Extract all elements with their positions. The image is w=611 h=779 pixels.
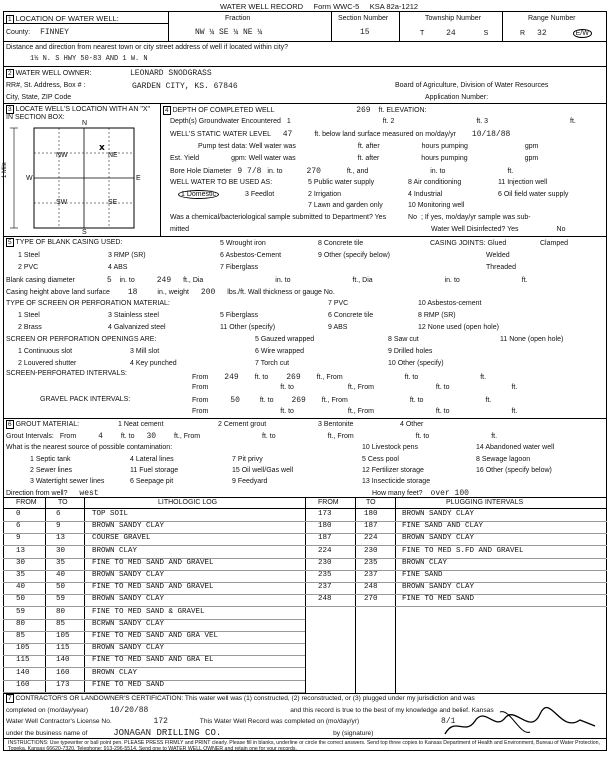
signature-mark [440, 706, 600, 742]
bore-value[interactable]: 9 7/8 [237, 167, 262, 176]
log-left-row-8-from: 59 [16, 607, 26, 616]
log-left-row-2-to: 13 [56, 534, 66, 543]
log-right-row-2-to: 224 [364, 534, 378, 543]
plugging-header: PLUGGING INTERVALS [446, 499, 524, 506]
perforated-label: SCREEN-PERFORATED INTERVALS: [6, 370, 127, 377]
south-label: S [82, 229, 87, 236]
log-right-row-4-from: 230 [318, 558, 332, 567]
use-label: WELL WATER TO BE USED AS: [170, 179, 273, 186]
ne-label: NE [108, 152, 118, 159]
owner-label: WATER WELL OWNER: [15, 70, 92, 77]
county-value[interactable]: FINNEY [40, 28, 69, 37]
log-right-row-divider [305, 606, 607, 607]
gravel-from-value[interactable]: 50 [230, 396, 240, 405]
log-from-header: FROM [16, 499, 37, 506]
casing-height-value[interactable]: 18 [127, 288, 138, 297]
log-left-row-12-desc: FINE TO MED SAND AND GRA EL [92, 656, 214, 665]
nw-label: NW [56, 152, 68, 159]
log-left-row-1-from: 6 [16, 522, 21, 531]
static-level-value[interactable]: 47 [282, 130, 293, 139]
log-left-row-0-from: 0 [16, 510, 21, 518]
completed-label: completed on (mo/day/year) [6, 707, 89, 714]
log-left-row-8-to: 80 [56, 607, 66, 616]
owner-value[interactable]: LEONARD SNODGRASS [130, 69, 212, 78]
ksa-number: KSA 82a-1212 [369, 2, 419, 11]
log-left-row-5-from: 35 [16, 571, 26, 579]
log-right-row-2-desc: BROWN SANDY CLAY [402, 534, 475, 543]
log-right-row-5-desc: FINE SAND [402, 571, 443, 579]
static-level-label: WELL'S STATIC WATER LEVEL [170, 131, 271, 138]
fraction-label: Fraction [225, 15, 251, 22]
north-label: N [82, 120, 88, 127]
feet-value[interactable]: over 100 [430, 489, 469, 498]
log-left-row-3-from: 13 [16, 546, 26, 555]
log-left-row-divider [3, 667, 305, 668]
application-label: Application Number: [425, 94, 489, 101]
township-label: Township Number [425, 15, 482, 22]
log-right-row-0-to: 180 [364, 510, 378, 518]
log-left-row-4-desc: FINE TO MED SAND AND GRAVEL [92, 558, 214, 567]
log-to-header: TO [58, 499, 68, 506]
contamination-label: What is the nearest source of possible contamination: [6, 444, 173, 451]
log-left-row-0-to: 6 [56, 510, 61, 518]
form-number: Form WWC-5 [313, 2, 360, 11]
certification-text: CONTRACTOR'S OR LANDOWNER'S CERTIFICATION: This water well was (1) constructed, (2) reconstructed, or (3) plugged under my jurisdiction and was [15, 695, 475, 702]
pump-test-label: Pump test data: Well water was [198, 143, 296, 150]
log-left-row-13-desc: BROWN CLAY [92, 668, 138, 677]
groundwater-label: Depth(s) Groundwater Encountered [170, 118, 281, 125]
board-label: Board of Agriculture, Division of Water Resources [395, 82, 549, 89]
openings-label: SCREEN OR PERFORATION OPENINGS ARE: [6, 336, 157, 343]
range-ew-circle[interactable]: E/W [573, 29, 592, 38]
log-right-row-5-from: 235 [318, 571, 332, 579]
log-left-row-14-from: 160 [16, 680, 30, 689]
casing-joints[interactable]: CASING JOINTS: Glued [430, 240, 507, 247]
log-right-row-3-to: 230 [364, 546, 378, 555]
range-label: Range Number [528, 15, 576, 22]
gravel-to-value[interactable]: 269 [291, 396, 306, 405]
completed-value[interactable]: 10/20/88 [109, 706, 149, 715]
log-right-row-6-desc: BROWN SANDY CLAY [402, 583, 475, 592]
log-from-header-right: FROM [318, 499, 339, 506]
grout-intervals-label: Grout Intervals: [6, 433, 54, 440]
city-label: City, State, ZIP Code [6, 94, 72, 101]
township-value[interactable]: 24 [446, 29, 456, 38]
bore-to-value[interactable]: 270 [306, 167, 321, 176]
section-1: 1 LOCATION OF WATER WELL: [8, 14, 119, 23]
east-label: E [136, 175, 141, 182]
log-right-row-7-desc: FINE TO MED SAND [402, 595, 475, 604]
section-value[interactable]: 15 [360, 28, 370, 37]
distance-value[interactable]: 1½ N. S HWY 50-83 AND 1 W. N [30, 55, 148, 63]
log-left-row-7-desc: BROWN SANDY CLAY [92, 595, 165, 604]
log-left-row-divider [3, 545, 305, 546]
log-left-row-10-to: 105 [56, 632, 70, 640]
log-left-row-14-to: 173 [56, 680, 70, 689]
record-title: WATER WELL RECORD [220, 2, 304, 11]
log-left-row-2-from: 9 [16, 534, 21, 543]
gravel-label: GRAVEL PACK INTERVALS: [40, 396, 131, 403]
log-right-row-3-from: 224 [318, 546, 332, 555]
range-value[interactable]: 32 [537, 29, 547, 38]
west-label: W [26, 175, 33, 182]
log-left-row-13-from: 140 [16, 668, 30, 677]
log-left-row-1-desc: BROWN SANDY CLAY [92, 522, 165, 531]
log-left-row-divider [3, 533, 305, 534]
log-right-row-3-desc: FINE TO MED S.FD AND GRAVEL [402, 546, 524, 555]
business-label: under the business name of [6, 730, 88, 737]
log-left-row-12-from: 115 [16, 656, 30, 665]
distance-label: Distance and direction from nearest town or city street address of well if located within city? [6, 44, 289, 51]
grout-to-value[interactable]: 30 [146, 432, 157, 441]
grout-from-value[interactable]: 4 [98, 432, 103, 441]
license-value[interactable]: 172 [153, 717, 168, 726]
log-right-row-1-from: 180 [318, 522, 332, 531]
perf-from-value[interactable]: 249 [224, 373, 239, 382]
log-right-row-4-desc: BROWN CLAY [402, 558, 448, 567]
license-label: Water Well Contractor's License No. [6, 718, 112, 725]
log-right-row-7-from: 248 [318, 595, 332, 604]
address-label: RR#, St. Address, Box # : [6, 82, 86, 89]
log-right-row-6-to: 248 [364, 583, 378, 592]
log-left-row-13-to: 160 [56, 668, 70, 677]
address-value[interactable]: GARDEN CITY, KS. 67846 [132, 82, 238, 91]
log-left-row-9-to: 85 [56, 619, 66, 628]
log-left-row-11-from: 105 [16, 644, 30, 653]
log-right-row-4-to: 235 [364, 558, 378, 567]
bore-label: Bore Hole Diameter [170, 168, 232, 175]
log-left-row-8-desc: FINE TO MED SAND & GRAVEL [92, 607, 205, 616]
bact-label: Was a chemical/bacteriological sample submitted to Department? Yes [170, 214, 387, 221]
log-left-row-6-from: 40 [16, 583, 26, 592]
casing-label: TYPE OF BLANK CASING USED: [15, 239, 123, 246]
log-right-row-divider [305, 570, 607, 571]
mile-label: 1 Mile [2, 161, 8, 178]
screen-label: TYPE OF SCREEN OR PERFORATION MATERIAL: [6, 300, 170, 307]
casing-diameter-value[interactable]: 5 [106, 276, 112, 285]
log-left-row-11-desc: BROWN SANDY CLAY [92, 644, 165, 653]
log-right-row-6-from: 237 [318, 583, 332, 592]
how-many-label: How many feet? [372, 490, 423, 497]
use-domestic[interactable]: 1 Domestic [178, 191, 219, 198]
direction-label: Direction from well? [6, 490, 68, 497]
se-label: SE [108, 199, 118, 206]
depth-value[interactable]: 269 [356, 106, 371, 115]
county-label: County: [6, 29, 31, 36]
fraction-value[interactable]: NW ¼ SE ¼ NE ¼ [195, 28, 263, 37]
log-right-row-7-to: 270 [364, 595, 378, 604]
log-left-row-2-desc: COURSE GRAVEL [92, 534, 151, 543]
casing-height-label: Casing height above land surface [6, 289, 110, 296]
log-right-row-0-desc: BROWN SANDY CLAY [402, 510, 475, 518]
yield-label: Est. Yield [170, 155, 200, 162]
log-right-row-1-to: 187 [364, 522, 378, 531]
log-left-row-7-to: 59 [56, 595, 66, 604]
section-label: Section Number [338, 15, 389, 22]
log-right-row-divider [305, 558, 607, 559]
log-left-row-9-from: 80 [16, 619, 26, 628]
log-left-row-0-desc: TOP SOIL [92, 510, 129, 518]
log-right-row-5-to: 237 [364, 571, 378, 579]
form-title [220, 2, 418, 11]
log-left-row-3-desc: BROWN CLAY [92, 546, 138, 555]
log-left-row-5-to: 40 [56, 571, 66, 579]
log-left-row-10-from: 85 [16, 632, 26, 640]
log-right-row-2-from: 187 [318, 534, 332, 543]
log-left-row-9-desc: BCRWN SANDY CLAY [92, 619, 165, 628]
lithologic-header: LITHOLOGIC LOG [158, 499, 218, 506]
log-left-row-12-to: 140 [56, 656, 70, 665]
sw-label: SW [56, 199, 68, 206]
casing-to-value[interactable]: 249 [156, 276, 172, 285]
perf-to-value[interactable]: 269 [286, 373, 301, 382]
log-left-row-10-desc: FINE TO MED SAND AND GRA VEL [92, 632, 219, 640]
locate-label: LOCATE WELL'S LOCATION WITH AN "X" IN SECTION BOX: [6, 106, 150, 121]
depth-label: DEPTH OF COMPLETED WELL [172, 107, 275, 114]
log-left-row-7-from: 50 [16, 595, 26, 604]
log-left-row-4-from: 30 [16, 558, 26, 567]
casing-diameter-label: Blank casing diameter [6, 277, 75, 284]
svg-text:x: x [99, 143, 105, 153]
log-right-row-0-from: 173 [318, 510, 332, 518]
log-left-row-4-to: 35 [56, 558, 66, 567]
log-left-row-6-to: 50 [56, 583, 66, 592]
log-left-row-3-to: 30 [56, 546, 66, 555]
log-left-row-14-desc: FINE TO MED SAND [92, 680, 165, 689]
business-value[interactable]: JONAGAN DRILLING CO. [113, 728, 222, 738]
log-left-row-11-to: 115 [56, 644, 70, 653]
static-date-value[interactable]: 10/18/88 [471, 130, 511, 139]
log-right-row-1-desc: FINE SAND AND CLAY [402, 522, 484, 531]
log-to-header-right: TO [366, 499, 376, 506]
casing-weight-value[interactable]: 200 [200, 288, 216, 297]
log-left-row-1-to: 9 [56, 522, 61, 531]
direction-value[interactable]: west [79, 489, 99, 498]
location-label: LOCATION OF WATER WELL: [15, 14, 119, 23]
log-left-row-6-desc: FINE TO MED SAND AND GRAVEL [92, 583, 214, 592]
instructions-text: INSTRUCTIONS: Use typewriter or ball point pen. PLEASE PRESS FIRMLY and PRINT clearly. Please fill in blanks, underline or circle the correct answers. Send top three copies to Kansas Department of Health and Environment, Bureau of Water Protection, Topeka, Kansas 66620-7320. Telephone: 913-296-5514. Send one to WATER WELL OWNER and retain one for your records. [8, 740, 600, 753]
log-left-row-5-desc: BROWN SANDY CLAY [92, 571, 165, 579]
grout-label: GROUT MATERIAL: [15, 421, 80, 428]
section-3: 3 LOCATE WELL'S LOCATION WITH AN "X" IN SECTION BOX: [6, 106, 150, 121]
record-date-value[interactable]: 8/1 [441, 717, 456, 726]
